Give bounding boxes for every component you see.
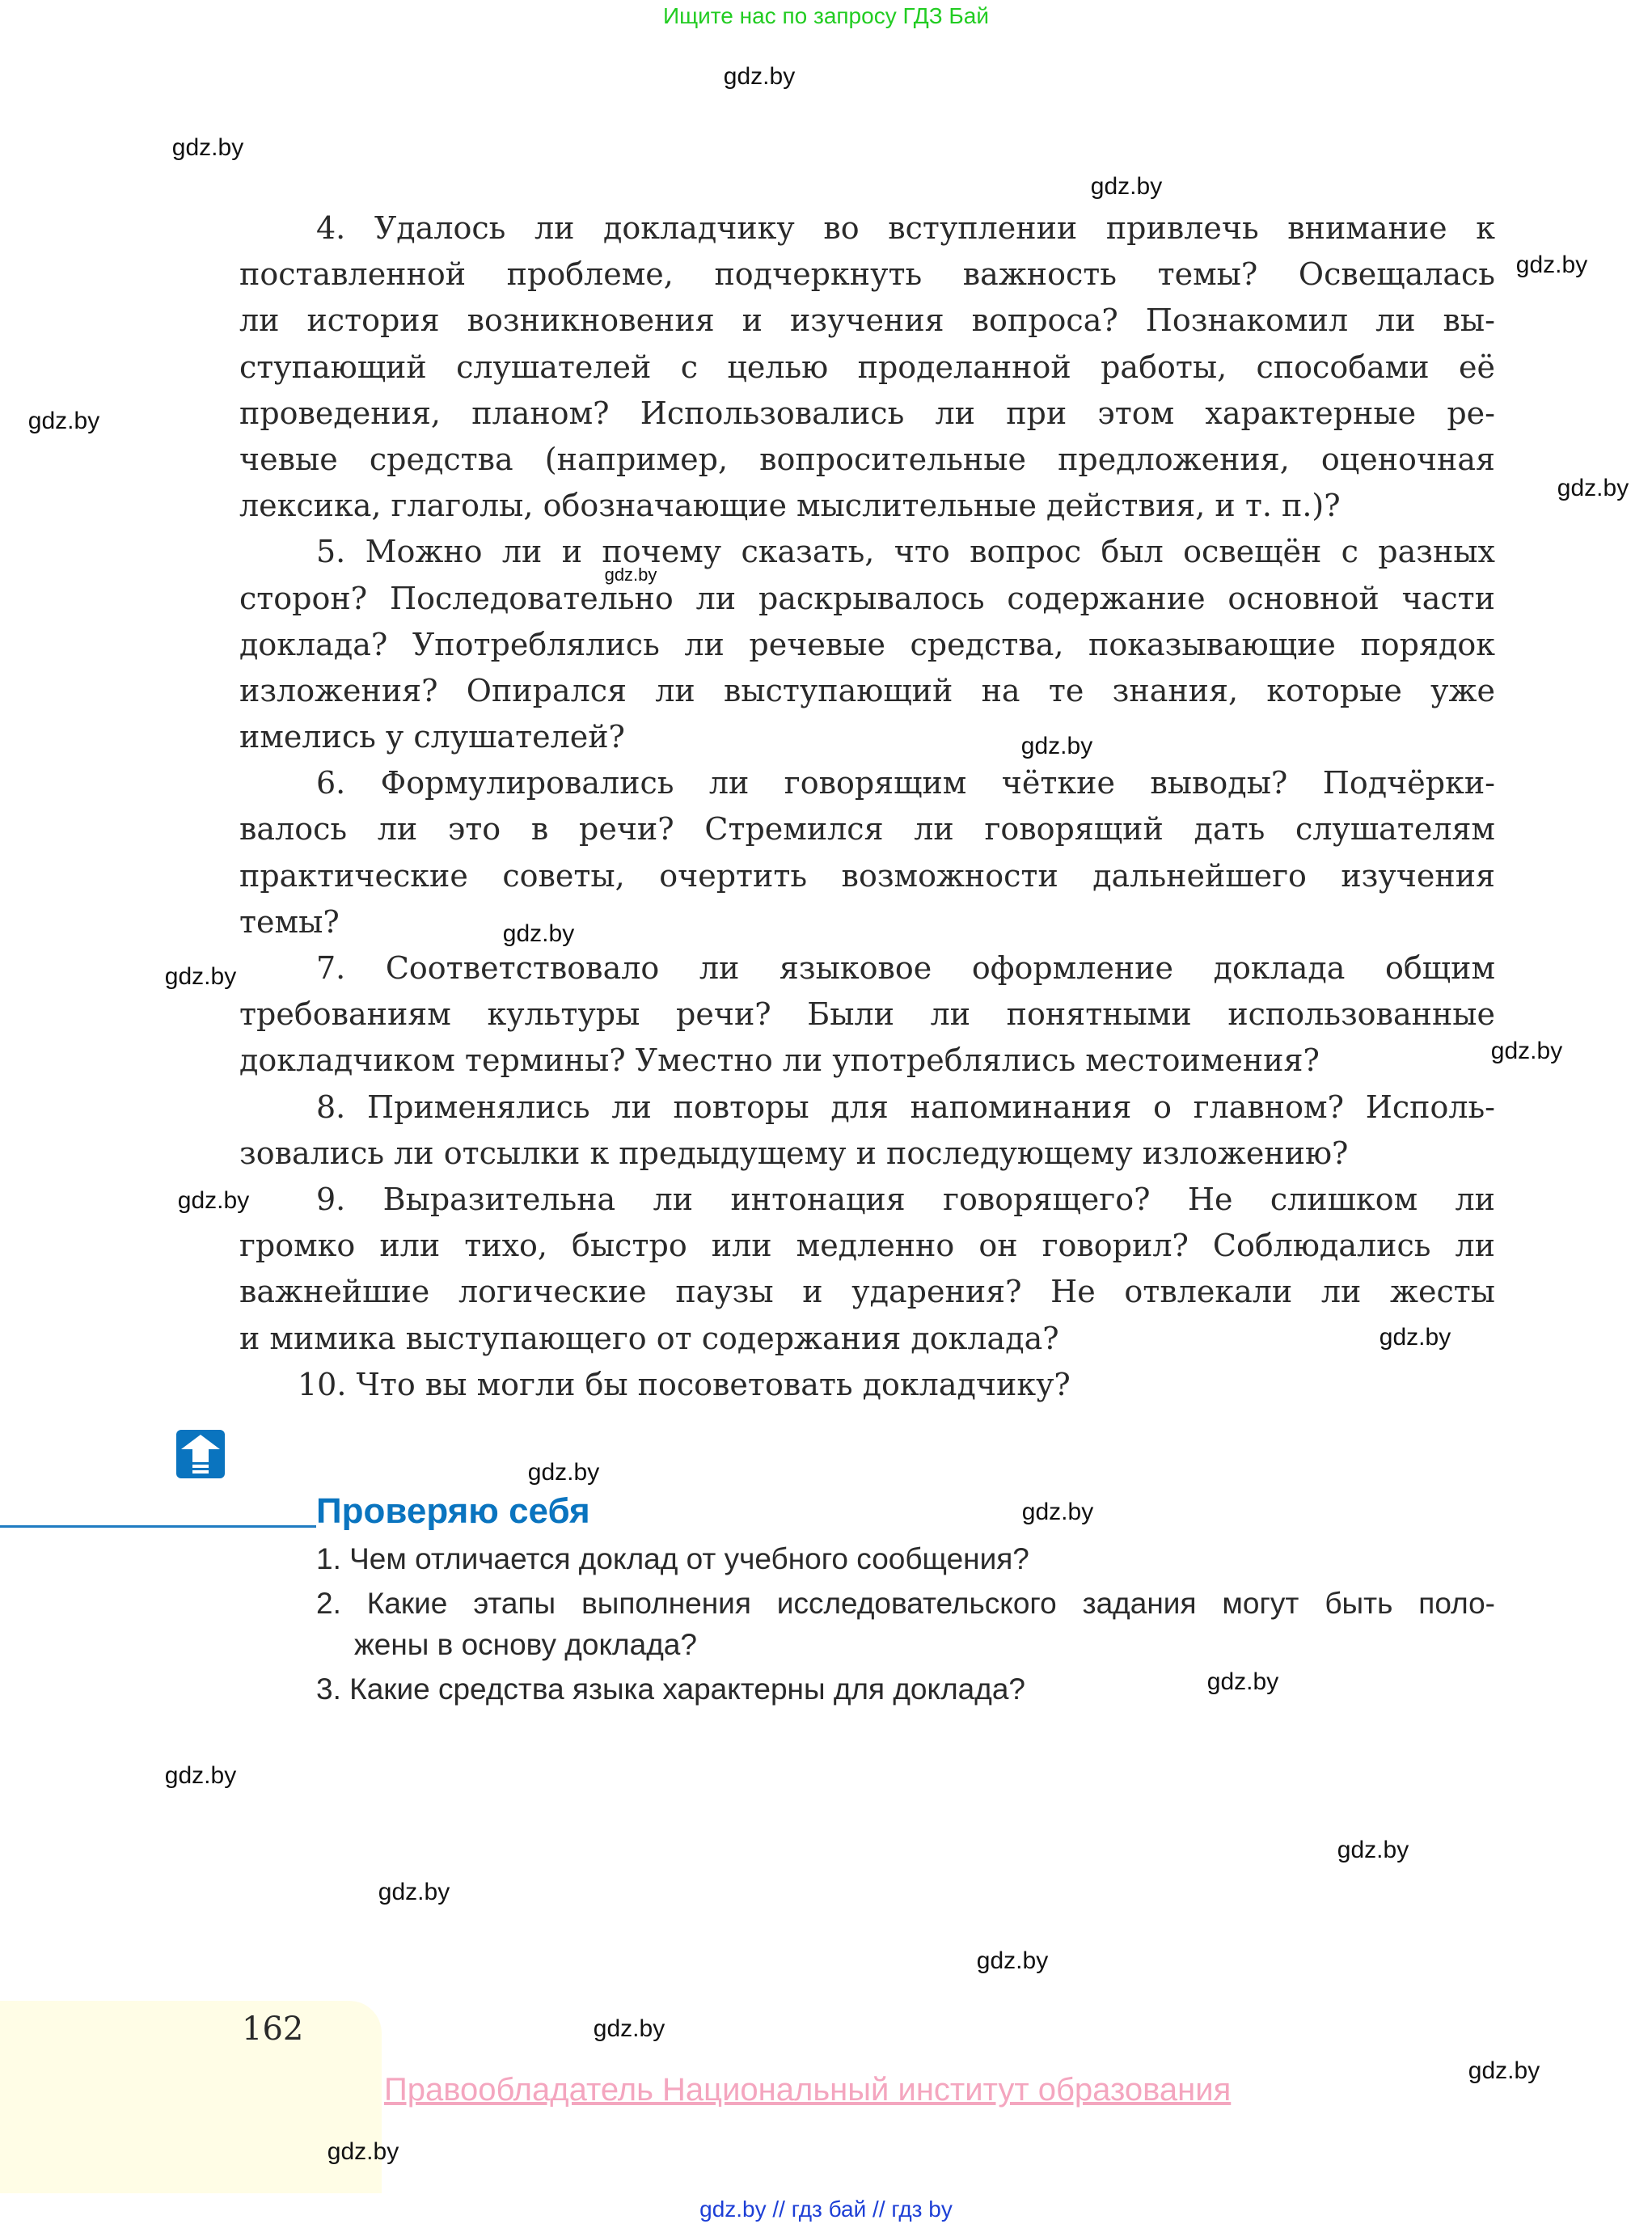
watermark-text: gdz.by	[1090, 173, 1163, 200]
text-line: сторон? Последовательно ли раскрывалось содержание основной части	[239, 580, 1495, 616]
text-line: доклада? Употреблялись ли речевые средства, показывающие порядок	[239, 626, 1495, 662]
text-line: 7. Соответствовало ли языковое оформление доклада общим	[316, 950, 1495, 986]
search-hint-banner: Ищите нас по запросу ГДЗ Бай	[662, 3, 990, 28]
text-line: имелись у слушателей?	[239, 719, 625, 755]
check-question-line: 3. Какие средства языка характерны для доклада?	[316, 1672, 1025, 1706]
page-number: 162	[242, 2010, 304, 2048]
text-line: 9. Выразительна ли интонация говорящего? Не слишком ли	[316, 1181, 1495, 1217]
text-line: ступающий слушателей с целью проделанной работы, способами её	[239, 349, 1495, 385]
text-line: 5. Можно ли и почему сказать, что вопрос был освещён с разных	[316, 534, 1495, 570]
text-line: проведения, планом? Использовались ли при этом характерные ре-	[239, 395, 1495, 431]
watermark-text: gdz.by	[1557, 475, 1629, 501]
watermark-text: gdz.by	[1515, 252, 1588, 278]
text-line: валось ли это в речи? Стремился ли говорящий дать слушателям	[239, 811, 1495, 848]
watermark-text: gdz.by	[502, 920, 575, 947]
check-question-line: 1. Чем отличается доклад от учебного сообщения?	[316, 1542, 1029, 1575]
watermark-text: gdz.by	[27, 408, 100, 434]
section-title: Проверяю себя	[316, 1491, 590, 1531]
copyright-link[interactable]: Правообладатель Национальный институт образования	[384, 2072, 1232, 2108]
check-question-line: жены в основу доклада?	[354, 1628, 697, 1661]
watermark-text: gdz.by	[527, 1459, 600, 1486]
bottom-site-links[interactable]: gdz.by // гдз бай // гдз by	[699, 2197, 953, 2222]
watermark-text: gdz.by	[1468, 2057, 1540, 2084]
watermark-text: gdz.by	[976, 1947, 1049, 1974]
watermark-text: gdz.by	[327, 2138, 399, 2165]
text-line: темы?	[239, 903, 340, 940]
watermark-text: gdz.by	[1490, 1038, 1563, 1064]
text-line: важнейшие логические паузы и ударения? Не отвлекали ли жесты	[239, 1274, 1495, 1310]
text-line: поставленной проблеме, подчеркнуть важность темы? Освещалась	[239, 256, 1495, 293]
text-line: 10. Что вы могли бы посоветовать докладчику?	[298, 1366, 1071, 1402]
watermark-text: gdz.by	[1020, 733, 1093, 759]
watermark-text: gdz.by	[1337, 1837, 1409, 1863]
text-line: лексика, глаголы, обозначающие мыслительные действия, и т. п.)?	[239, 488, 1341, 524]
check-questions	[316, 1538, 1495, 1710]
text-line: 4. Удалось ли докладчику во вступлении привлечь внимание к	[316, 210, 1495, 246]
text-line: 6. Формулировались ли говорящим чёткие выводы? Подчёрки-	[316, 765, 1495, 801]
check-question-line: 2. Какие этапы выполнения исследовательского задания могут быть поло-	[316, 1587, 1495, 1620]
watermark-text: gdz.by	[723, 63, 796, 90]
watermark-text: gdz.by	[171, 134, 244, 161]
text-line: ли история возникновения и изучения вопроса? Познакомил ли вы-	[239, 302, 1495, 339]
watermark-text: gdz.by	[177, 1187, 250, 1214]
text-line: требованиям культуры речи? Были ли понятными использованные	[239, 996, 1495, 1033]
upload-arrow-icon	[176, 1430, 225, 1478]
text-line: изложения? Опирался ли выступающий на те знания, которые уже	[239, 672, 1495, 708]
watermark-text: gdz.by	[604, 564, 657, 585]
watermark-text: gdz.by	[378, 1879, 450, 1905]
text-line: 8. Применялись ли повторы для напоминания о главном? Исполь-	[316, 1089, 1495, 1125]
watermark-text: gdz.by	[1379, 1324, 1451, 1351]
watermark-text: gdz.by	[164, 963, 237, 990]
text-line: громко или тихо, быстро или медленно он говорил? Соблюдались ли	[239, 1228, 1495, 1264]
section-divider	[0, 1525, 316, 1528]
question-list	[239, 205, 1495, 1408]
page-corner-panel	[0, 2001, 382, 2193]
watermark-text: gdz.by	[593, 2015, 665, 2042]
watermark-text: gdz.by	[1206, 1668, 1279, 1695]
text-line: чевые средства (например, вопросительные предложения, оценочная	[239, 441, 1495, 477]
text-line: докладчиком термины? Уместно ли употреблялись местоимения?	[239, 1042, 1320, 1079]
watermark-text: gdz.by	[164, 1762, 237, 1789]
text-line: и мимика выступающего от содержания доклада?	[239, 1320, 1059, 1356]
text-line: зовались ли отсылки к предыдущему и последующему изложению?	[239, 1135, 1349, 1171]
text-line: практические советы, очертить возможности дальнейшего изучения	[239, 857, 1495, 894]
watermark-text: gdz.by	[1021, 1499, 1094, 1525]
